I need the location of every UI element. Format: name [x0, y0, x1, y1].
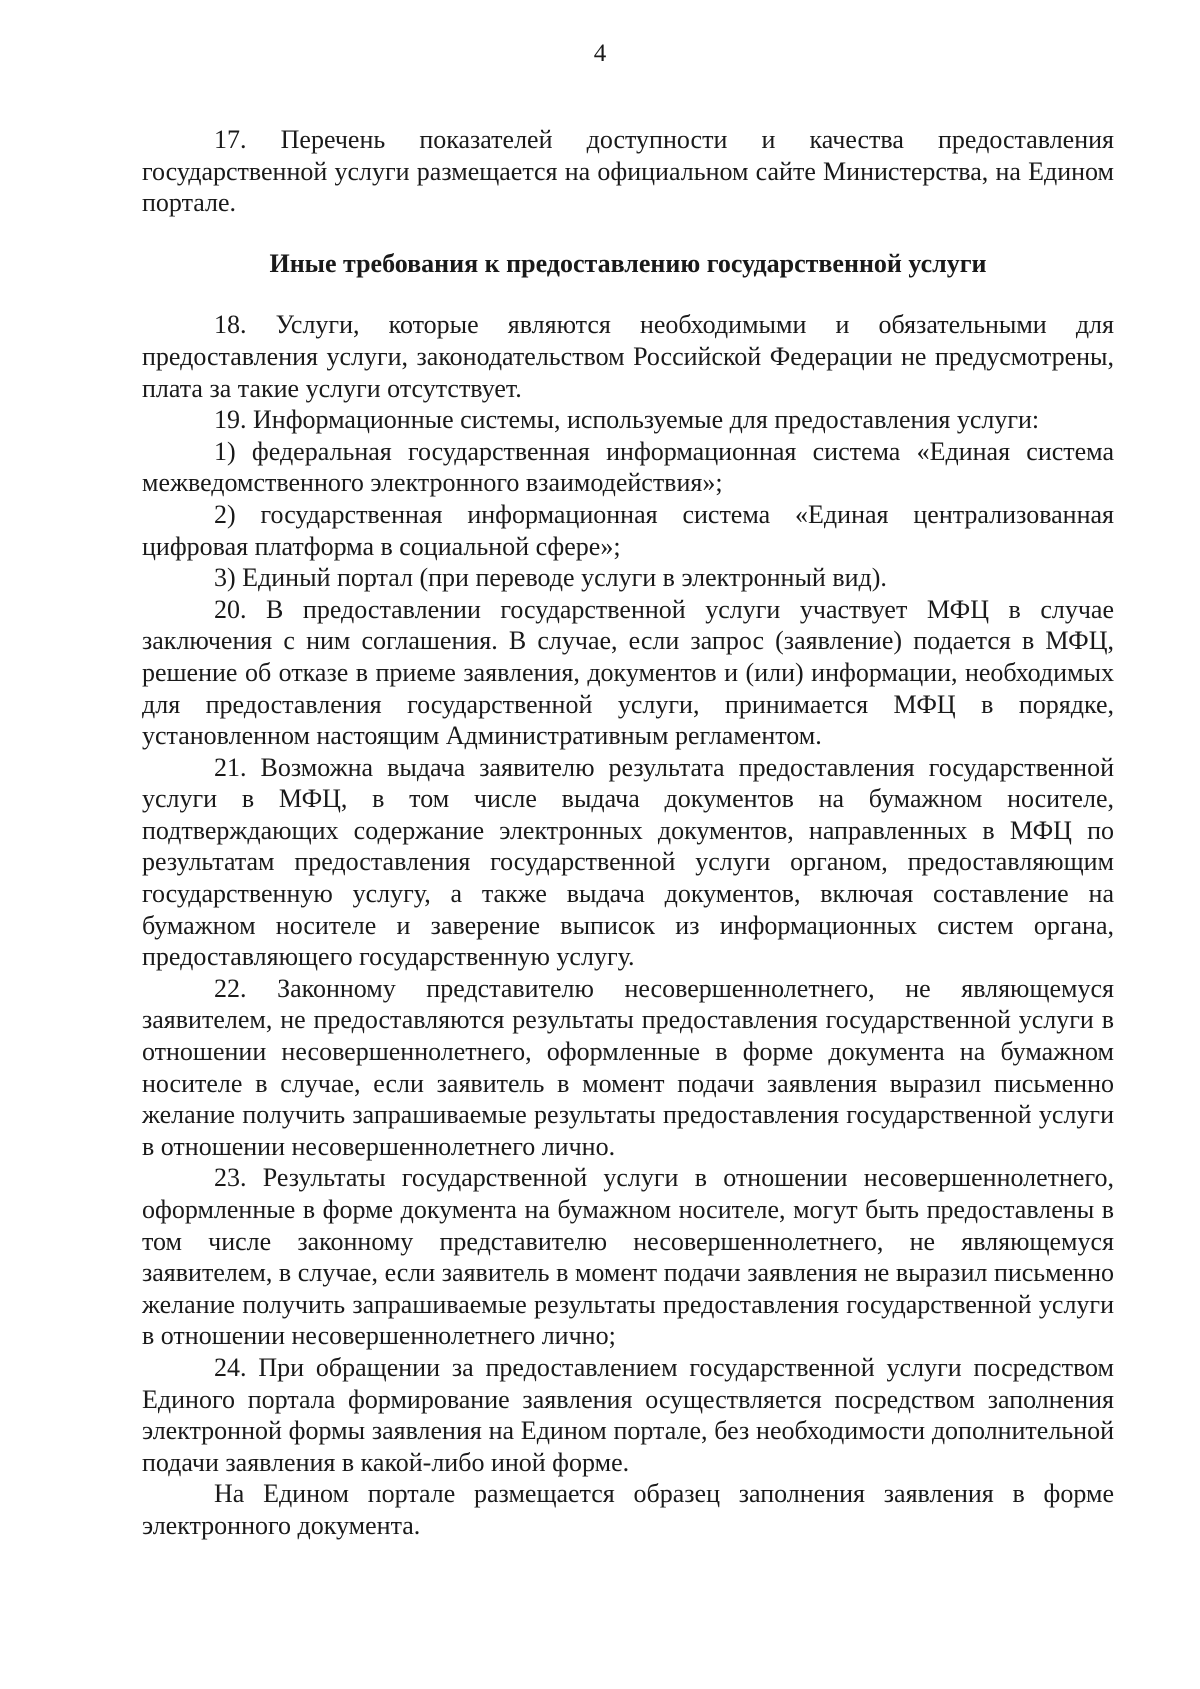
paragraph-18: 18. Услуги, которые являются необходимыми и обязательными для предоставления услуги, законодательством Российской Федерации не предусмотрены, плата за такие услуги отсутствует.	[142, 310, 1114, 403]
list-item-19-1: 1) федеральная государственная информационная система «Единая система межведомственного электронного взаимодействия»;	[142, 436, 1114, 498]
paragraph-23: 23. Результаты государственной услуги в отношении несовершеннолетнего, оформленные в форме документа на бумажном носителе, могут быть предоставлены в том числе законному представителю несовершеннолетнего, не являющемуся заявителем, в случае, если заявитель в момент подачи заявления не выразил письменно желание получить запрашиваемые результаты предоставления государственной услуги в отношении несовершеннолетнего лично;	[142, 1163, 1114, 1351]
list-item-19-2: 2) государственная информационная система «Единая централизованная цифровая платформа в социальной сфере»;	[142, 499, 1114, 561]
paragraph-24: 24. При обращении за предоставлением государственной услуги посредством Единого портала формирование заявления осуществляется посредством заполнения электронной формы заявления на Едином портале, без необходимости дополнительной подачи заявления в какой-либо иной форме.	[142, 1352, 1114, 1477]
paragraph-20: 20. В предоставлении государственной услуги участвует МФЦ в случае заключения с ним соглашения. В случае, если запрос (заявление) подается в МФЦ, решение об отказе в приеме заявления, документов и (или) информации, необходимых для предоставления государственной услуги, принимается МФЦ в порядке, установленном настоящим Административным регламентом.	[142, 594, 1114, 751]
paragraph-19: 19. Информационные системы, используемые для предоставления услуги:	[214, 405, 1040, 435]
paragraph-21: 21. Возможна выдача заявителю результата предоставления государственной услуги в МФЦ, в том числе выдача документов на бумажном носителе, подтверждающих содержание электронных документов, направленных в МФЦ по результатам предоставления государственной услуги органом, предоставляющим государственную услугу, а также выдача документов, включая составление на бумажном носителе и заверение выписок из информационных систем органа, предоставляющего государственную услугу.	[142, 752, 1114, 972]
document-body	[142, 124, 1114, 1542]
paragraph-17: 17. Перечень показателей доступности и качества предоставления государственной услуги размещается на официальном сайте Министерства, на Едином портале.	[142, 125, 1114, 218]
paragraph-24-note: На Едином портале размещается образец заполнения заявления в форме электронного документа.	[142, 1479, 1114, 1540]
page-number: 4	[593, 40, 607, 67]
paragraph-22: 22. Законному представителю несовершеннолетнего, не являющемуся заявителем, не предоставляются результаты предоставления государственной услуги в отношении несовершеннолетнего, оформленные в форме документа на бумажном носителе в случае, если заявитель в момент подачи заявления выразил письменно желание получить запрашиваемые результаты предоставления государственной услуги в отношении несовершеннолетнего лично.	[142, 973, 1114, 1161]
list-item-19-3: 3) Единый портал (при переводе услуги в электронный вид).	[214, 563, 887, 593]
section-heading: Иные требования к предоставлению государственной услуги	[269, 248, 987, 278]
